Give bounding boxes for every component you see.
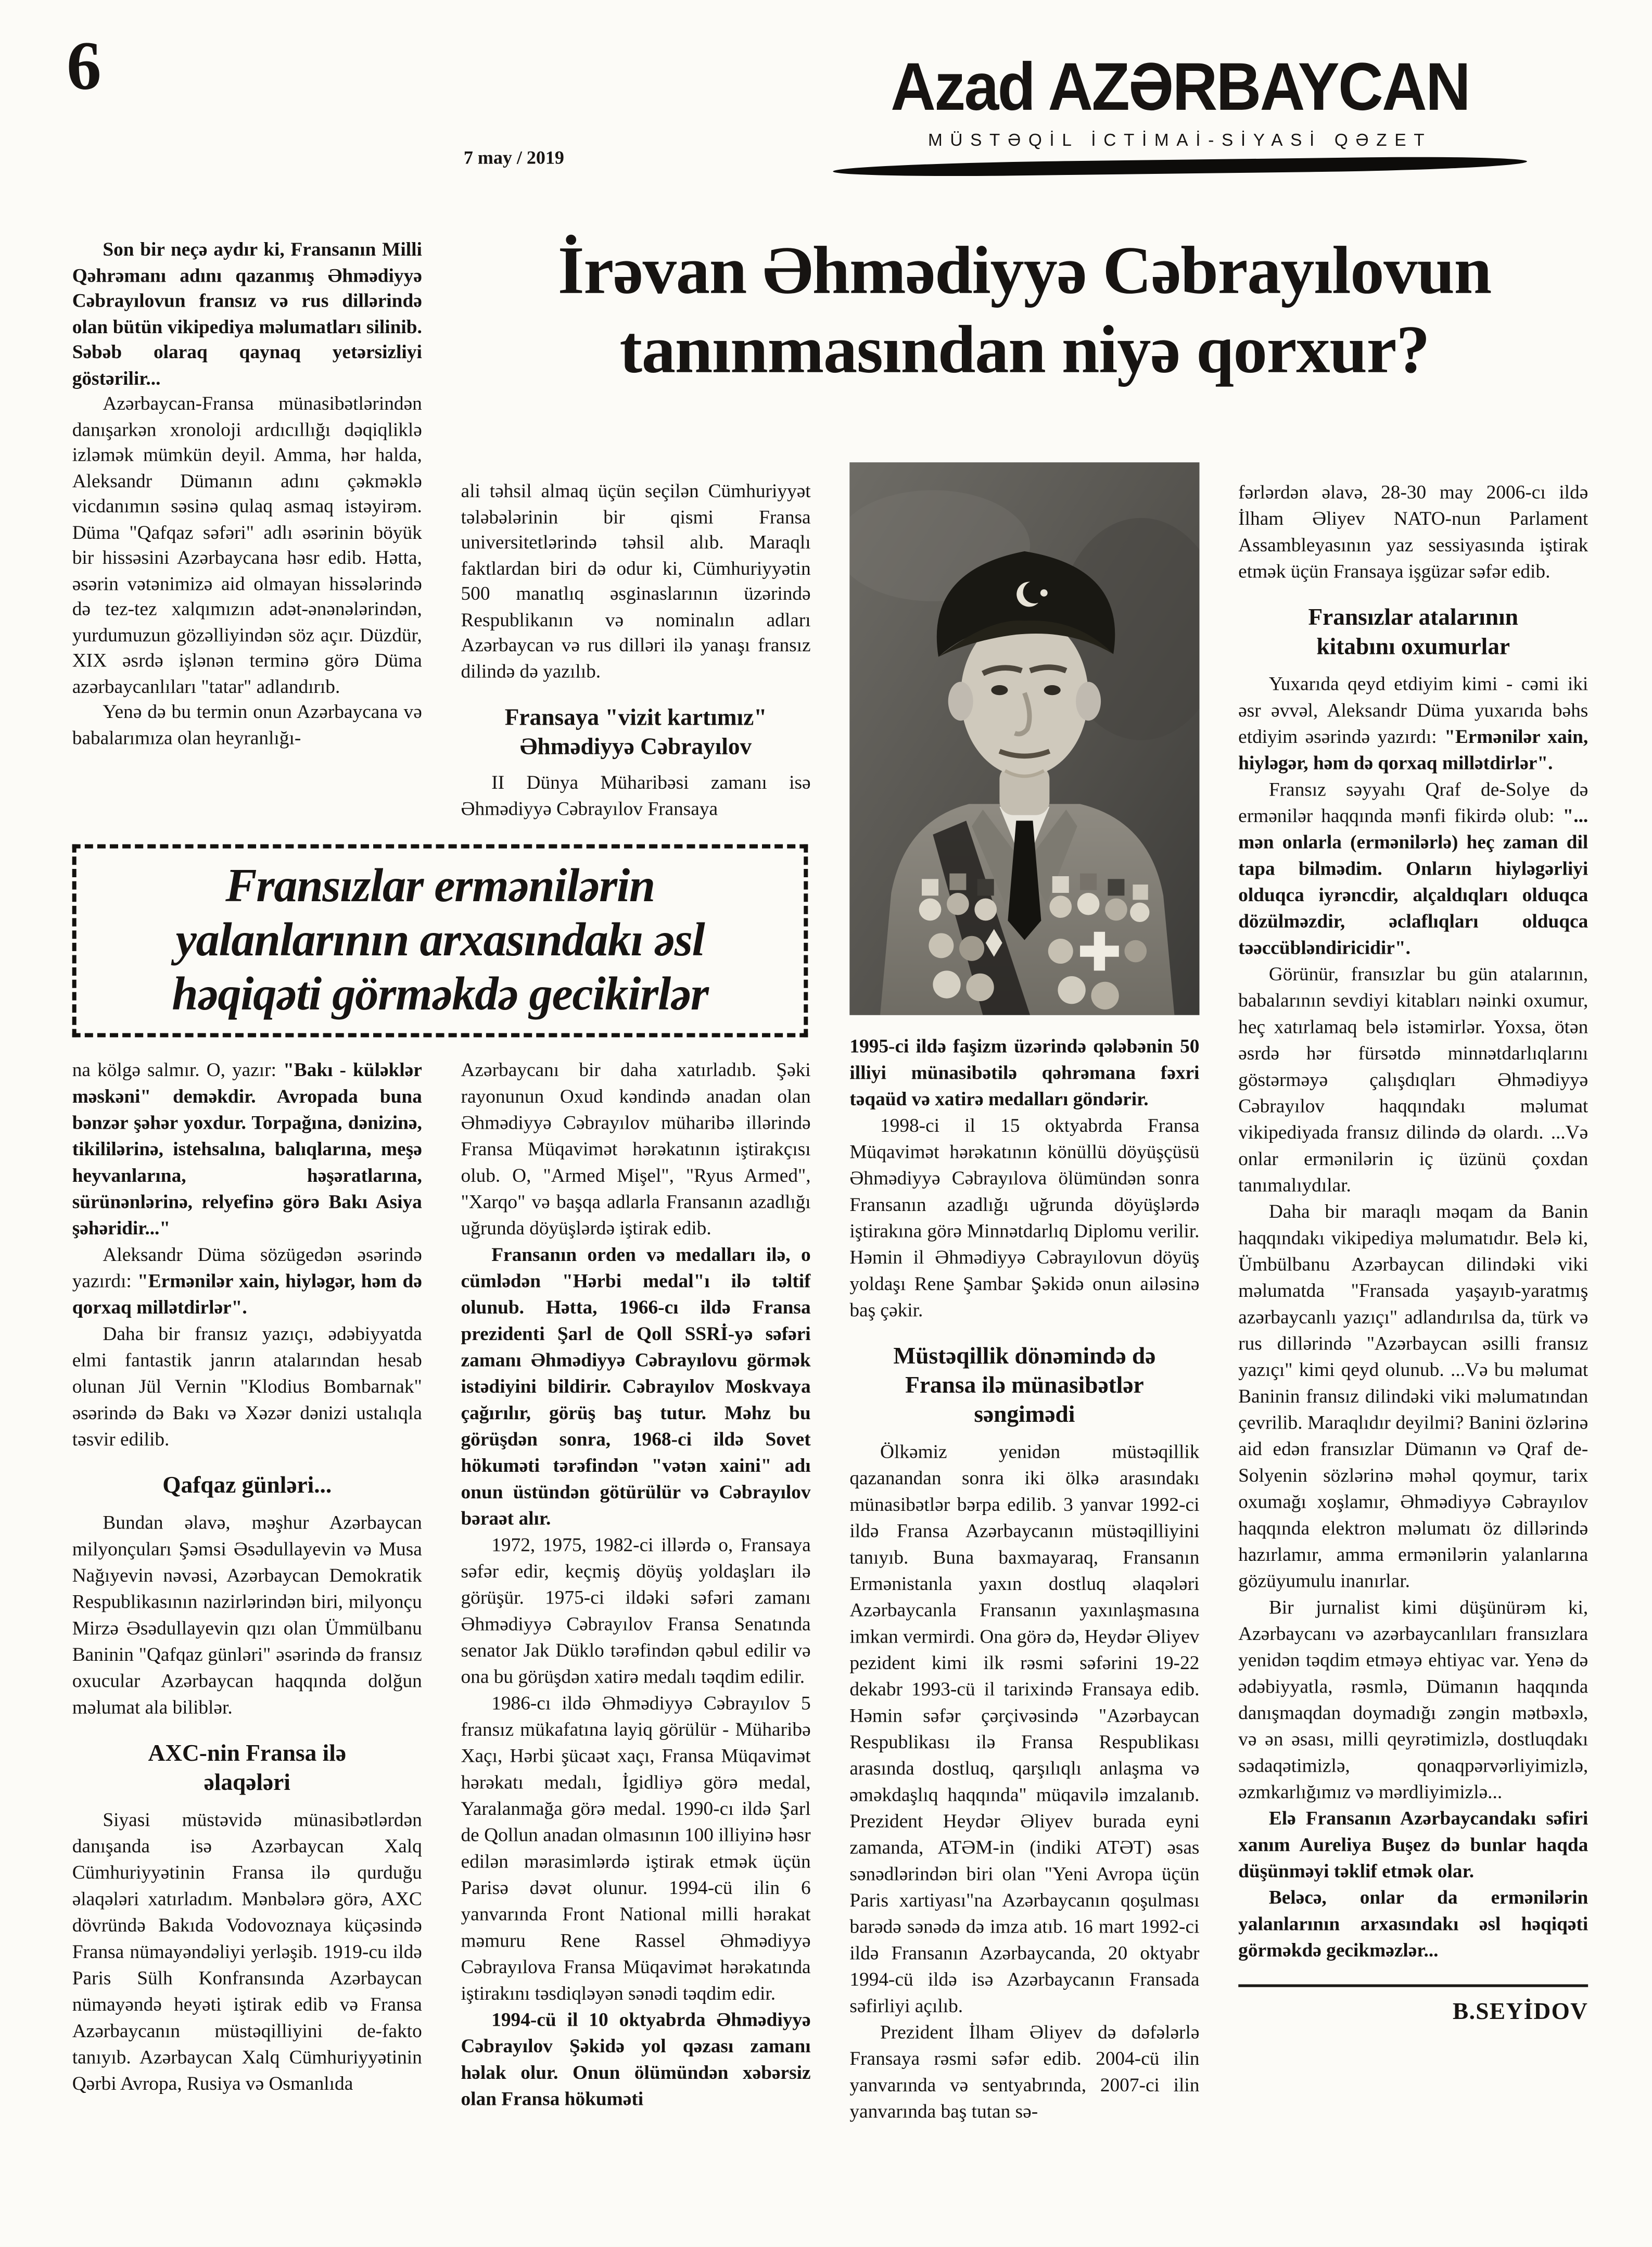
- byline: B.SEYİDOV: [1453, 1998, 1589, 2025]
- paragraph-text: na kölgə salmır. O, yazır:: [72, 1061, 284, 1082]
- main-headline-line1: İrəvan Əhmədiyyə Cəbrayılovun: [557, 232, 1491, 309]
- section-heading: [72, 1738, 422, 1797]
- portrait-photo-drawing: [849, 462, 1199, 1015]
- body-paragraph: [72, 1243, 422, 1322]
- boxed-headline: [72, 844, 808, 1038]
- column-2-upper: [461, 481, 811, 824]
- column-1-upper: [72, 239, 422, 753]
- section-heading-line: Fransa ilə münasibətlər: [905, 1372, 1144, 1398]
- paragraph-text: Fransız səyyahı Qraf de-Solye də ermənilər haqqında mənfi fikirdə olub:: [1238, 780, 1589, 828]
- photo-caption: 1995-ci ildə faşizm üzərində qələbənin 50 illiyi münasibətilə qəhrəmana fəxri təqaüd və xatirə medalları göndərir.: [849, 1037, 1200, 1111]
- body-paragraph: Azərbaycanı bir daha xatırladıb. Şəki rayonunun Oxud kəndində anadan olan Əhmədiyyə Cəbrayılov müharibə illərində Fransa Müqavimət hərəkatının iştirakçısı olub. O, "Armed Mişel", "Ryus Armed", "Xarqo" və başqa adlarla Fransanın azadlığı uğrunda döyüşlərdə iştirak edib.: [461, 1061, 811, 1240]
- body-paragraph: Azərbaycan-Fransa münasibətlərindən danışarkən xronoloji ardıcıllığı dəqiqliklə izləmək mümkün deyil. Amma, hər halda, Aleksandr Dümanın adını çəkməklə vicdanımın səsinə qulaq asmaq istəyirəm. Düma "Qafqaz səfəri" adlı əsərinin böyük bir hissəsini Azərbaycana həsr edib. Hətta, əsərin vətənimizə aid olmayan hissələrində də tez-tez xalqımızın adət-ənənələrindən, yurdumuzun gözəlliyindən söz açır. Düzdür, XIX əsrdə işlənən terminə görə Düma azərbaycanlıları "tatar" adlandırıb.: [72, 394, 422, 698]
- section-heading-line: Müstəqillik dönəmində də: [893, 1343, 1156, 1369]
- boxed-headline-line1: Fransızlar ermənilərin: [225, 861, 655, 913]
- byline-divider: [1238, 1984, 1588, 1987]
- column-3: [849, 1034, 1199, 2126]
- body-paragraph: 1998-ci il 15 oktyabrda Fransa Müqavimət hərəkatının könüllü döyüşçüsü Əhmədiyyə Cəbrayılova ölümündən sonra Fransanın azadlığı uğrunda döyüşlərdə iştirakına görə Minnətdarlıq Diplomu verilir. Həmin il Əhmədiyyə Cəbrayılovun döyüş yoldaşı Rene Şambar Şəkidə onun ailəsinə baş çəkir.: [849, 1116, 1200, 1322]
- paragraph-text: Aleksandr Düma sözügedən əsərində yazırdı:: [72, 1245, 422, 1293]
- body-paragraph: Fransanın orden və medalları ilə, o cümlədən "Hərbi medal"ı ilə təltif olunub. Hətta, 1966-cı ildə Fransa prezidenti Şarl de Qoll SSRİ-yə səfəri zamanı Əhmədiyyə Cəbrayılovu görmək istədiyini bildirir. Cəbrayılov Moskvaya çağırılır, görüş baş tutur. Məhz bu görüşdən sonra, 1968-ci ildə Sovet hökuməti tərəfindən "vətən xaini" adı onun üstündən götürülür və Cəbrayılov bəraət alır.: [461, 1245, 811, 1531]
- body-paragraph: 1972, 1975, 1982-ci illərdə o, Fransaya səfər edir, keçmiş döyüş yoldaşları ilə görüşür. 1975-ci ildəki səfəri zamanı Əhmədiyyə Cəbrayılov Fransa Senatında senator Jak Düklo tərəfindən qəbul edilir və ona bu görüşdən xatirə medalı təqdim edilir.: [461, 1535, 811, 1689]
- section-heading-line: Fransızlar atalarının: [1308, 604, 1518, 630]
- body-paragraph: [1238, 778, 1588, 963]
- section-heading: Qafqaz günləri...: [162, 1472, 332, 1498]
- section-heading-line: Fransaya "vizit kartımız": [504, 704, 767, 730]
- section-heading-line: səngimədi: [974, 1401, 1075, 1428]
- paragraph-bold-text: "Bakı - küləklər məskəni" deməkdir. Avropada buna bənzər şəhər yoxdur. Torpağına, dənizinə, tikililərinə, istehsalına, balıqlarına, meşə heyvanlarına, həşəratlarına, sürünənlərinə, relyefinə görə Bakı Asiya şəhəridir...": [72, 1061, 422, 1240]
- section-heading-line: kitabını oxumurlar: [1316, 633, 1510, 660]
- issue-date: 7 may / 2019: [463, 147, 564, 168]
- page-number: 6: [67, 26, 101, 105]
- paragraph-bold-text: "... mən onlarla (ermənilərlə) heç zaman dil tapa bilmədim. Onların hiyləgərliyi olduqca iyrəncdir, alçaldıqları olduqca dözülməzdir, əclaflıqları olduqca təəccübləndiricidir".: [1238, 806, 1589, 960]
- paragraph-bold-text: "Ermənilər xain, hiyləgər, həm də qorxaq millətdirlər".: [1238, 727, 1589, 775]
- section-heading-line: AXC-nin Fransa ilə: [148, 1740, 346, 1766]
- section-heading-line: əlaqələri: [204, 1769, 290, 1796]
- main-headline-line2: tanınmasından niyə qorxur?: [619, 311, 1430, 388]
- paragraph-bold-text: "Ermənilər xain, hiyləgər, həm də qorxaq millətdirlər".: [72, 1272, 422, 1319]
- column-1-lower: [72, 1058, 422, 2098]
- paragraph-text: Yuxarıda qeyd etdiyim kimi - cəmi iki əsr əvvəl, Aleksandr Düma yuxarıda bəhs etdiyim əsərində yazırdı:: [1238, 675, 1589, 749]
- column-2-lower: [461, 1058, 811, 2113]
- body-paragraph: [72, 1058, 422, 1243]
- column-4: [1238, 481, 1588, 2025]
- section-heading: [461, 703, 811, 761]
- body-paragraph: 1994-cü il 10 oktyabrda Əhmədiyyə Cəbrayılov Şəkidə yol qəzası zamanı həlak olur. Onun ölümündən xəbərsiz olan Fransa hökuməti: [461, 2011, 811, 2111]
- body-paragraph: Beləcə, onlar da ermənilərin yalanlarının arxasındakı əsl həqiqəti görməkdə gecikməzlər...: [1238, 1888, 1589, 1962]
- masthead: [833, 48, 1527, 173]
- masthead-subtitle: MÜSTƏQİL İCTİMAİ-SİYASİ QƏZET: [927, 130, 1432, 150]
- body-paragraph: Daha bir fransız yazıçı, ədəbiyyatda elmi fantastik janrın atalarından hesab olunan Jül Vernin "Klodius Bombarnak" əsərində də Bakı və Xəzər dənizi ustalıqla təsvir edilib.: [72, 1324, 422, 1451]
- body-paragraph: Prezident İlham Əliyev də dəfələrlə Fransaya rəsmi səfər edib. 2004-cü ilin yanvarında və sentyabrında, 2007-ci ilin yanvarında baş tutan sə-: [849, 2023, 1200, 2124]
- main-headline: [461, 231, 1589, 389]
- body-paragraph: ali təhsil almaq üçün seçilən Cümhuriyyət tələbələrinin bir qismi Fransa universitetlərində təhsil alıb. Maraqlı faktlardan biri də odur ki, Cümhuriyyətin 500 manatlıq əsginaslarının üzərində Respublikanın və nominalın adları Azərbaycan və rus dilləri ilə yanaşı fransız dilində də yazılıb.: [461, 482, 811, 683]
- body-paragraph: [1238, 672, 1588, 778]
- body-paragraph: 1986-cı ildə Əhmədiyyə Cəbrayılov 5 fransız mükafatına layiq görülür - Müharibə Xaçı, Hərbi şücaət xaçı, Fransa Müqavimət hərəkatı medalı, İgidliyə görə medal, Yaralanmağa görə medal. 1990-cı ildə Şarl de Qollun anadan olmasının 100 illiyinə həsr edilən mərasimlərdə iştirak etmək üçün Parisə dəvət olunur. 1994-cü ilin 6 yanvarında Front National milli hərakat məmuru Rene Rassel Əhmədiyyə Cəbrayılova Fransa Müqavimət hərəkatında iştirakını təsdiqləyən sənədi təqdim edir.: [461, 1694, 811, 2005]
- body-paragraph: fərlərdən əlavə, 28-30 may 2006-cı ildə İlham Əliyev NATO-nun Parlament Assambleyasının yaz sessiyasında iştirak etmək üçün Fransaya işgüzar səfər edib.: [1238, 483, 1589, 584]
- section-heading: [849, 1342, 1199, 1429]
- body-paragraph: Siyasi müstəvidə münasibətlərdən danışanda isə Azərbaycan Xalq Cümhuriyyətinin Fransa ilə qurduğu əlaqələri xatırladım. Mənbələrə görə, AXC dövründə Bakıda Vodovoznaya küçəsində Fransa nümayəndəliyi yerləşib. 1919-cu ildə Paris Sülh Konfransında Azərbaycan nümayəndə heyəti iştirak edib və Fransa Azərbaycanın müstəqilliyini de-fakto tanıyıb. Azərbaycan Xalq Cümhuriyyətinin Qərbi Avropa, Rusiya və Osmanlıda: [72, 1811, 422, 2095]
- body-paragraph: Daha bir maraqlı məqam da Banin haqqındakı vikipediya məlumatıdır. Belə ki, Ümbülbanu Azərbaycan dilindəki viki məlumatda "Fransada yaşayıb-yaratmış azərbaycanlı yazıçı" adlandırılsa da, türk və rus dillərində "Azərbaycan əsilli fransız yazıçı" kimi qeyd olunub. ...Və bu məlumat Baninin fransız dilindəki viki məlumatından çevrilib. Maraqlıdır deyilmi? Banini özlərinə aid edən fransızlar Dümanın və Qraf de-Solyenin sözlərinə məhəl qoymur, tarix oxumağı xoşlamır, Əhmədiyyə Cəbrayılov haqqında elektron məlumatı öz dillərində hazırlamır, amma ermənilərin yalanlarına gözüyumulu inanırlar.: [1238, 1202, 1589, 1593]
- body-paragraph: II Dünya Müharibəsi zamanı isə Əhmədiyyə Cəbrayılov Fransaya: [461, 773, 811, 820]
- section-heading: [1238, 603, 1588, 661]
- body-paragraph: Bir jurnalist kimi düşünürəm ki, Azərbaycanı və azərbaycanlıları fransızlara yenidən təqdim etməyə ehtiyac var. Yenə də ədəbiyyatla, rəsmlə, Dümanın haqqında danışmaqdan doymadığı zəngin mətbəxlə, və ən əsası, milli qeyrətimizlə, dostluqdakı sədaqətimizlə, qonaqpərvərliyimizlə, əzmkarlığımız və mərdliyimizlə...: [1238, 1598, 1589, 1804]
- masthead-title: Azad AZƏRBAYCAN: [891, 48, 1470, 125]
- body-paragraph: Elə Fransanın Azərbaycandakı səfiri xanım Aureliya Buşez də bunlar haqda düşünməyi təklif etmək olar.: [1238, 1809, 1589, 1883]
- body-paragraph: Ölkəmiz yenidən müstəqillik qazanandan sonra iki ölkə arasındakı münasibətlər bərpa edilib. 3 yanvar 1992-ci ildə Fransa Azərbaycanın müstəqilliyini tanıyıb. Buna baxmayaraq, Fransanın Ermənistanla yaxın dostluq əlaqələri Azərbaycanla Fransanın yaxınlaşmasına imkan vermirdi. Ona görə də, Heydər Əliyev pezident kimi ilk rəsmi səfərini 19-22 dekabr 1993-cü il tarixində Fransaya edib. Həmin səfər çərçivəsində "Azərbaycan Respublikası ilə Fransa Respublikası arasında dostluq, qarşılıqlı anlaşma və əməkdaşlıq haqqında" müqavilə imzalanıb. Prezident Heydər Əliyev burada eyni zamanda, ATƏM-in (indiki ATƏT) əsas sənədlərindən biri olan "Yeni Avropa üçün Paris xartiyası"na Azərbaycanın qoşulması barədə sənədə də imza atıb. 16 mart 1992-ci ildə Fransanın Azərbaycanda, 20 oktyabr 1994-cü ildə isə Azərbaycanın Fransada səfirliyi açılıb.: [849, 1443, 1200, 2018]
- body-paragraph: Görünür, fransızlar bu gün atalarının, babalarının sevdiyi kitabları nəinki oxumur, heç xatırlamaq belə istəmirlər. Yoxsa, ötən əsrdə hər fürsətdə minnətdarlıqlarını göstərməyə çalışdıqları Əhmədiyyə Cəbrayılov haqqındakı məlumat vikipediyada fransız dilində də olardı. ...Və onlar ermənilərin iç üzünü çoxdan tanımalıydılar.: [1238, 965, 1589, 1197]
- masthead-rule: [833, 155, 1527, 178]
- section-heading-line: Əhmədiyyə Cəbrayılov: [519, 733, 752, 760]
- body-paragraph: Yenə də bu termin onun Azərbaycana və babalarımıza olan heyranlığı-: [72, 702, 422, 749]
- boxed-headline-line3: həqiqəti görməkdə gecikirlər: [172, 969, 708, 1021]
- portrait-photo: [849, 462, 1199, 1015]
- lead-paragraph: Son bir neçə aydır ki, Fransanın Milli Qəhrəmanı adını qazanmış Əhmədiyyə Cəbrayılovun fransız və rus dillərində olan bütün vikipediya məlumatları silinib. Səbəb olaraq qaynaq yetərsizliyi göstərilir...: [72, 240, 422, 390]
- body-paragraph: Bundan əlavə, məşhur Azərbaycan milyonçuları Şəmsi Əsədullayevin və Musa Nağıyevin nəvəsi, Azərbaycan Demokratik Respublikasının nazirlərindən biri, milyonçu Mirzə Əsədullayevin qızı olan Ümmülbanu Baninin "Qafqaz günləri" əsərində də fransız oxucular Azərbaycan haqqında dolğun məlumat ala biliblər.: [72, 1513, 422, 1719]
- boxed-headline-line2: yalanlarının arxasındakı əsl: [175, 915, 705, 967]
